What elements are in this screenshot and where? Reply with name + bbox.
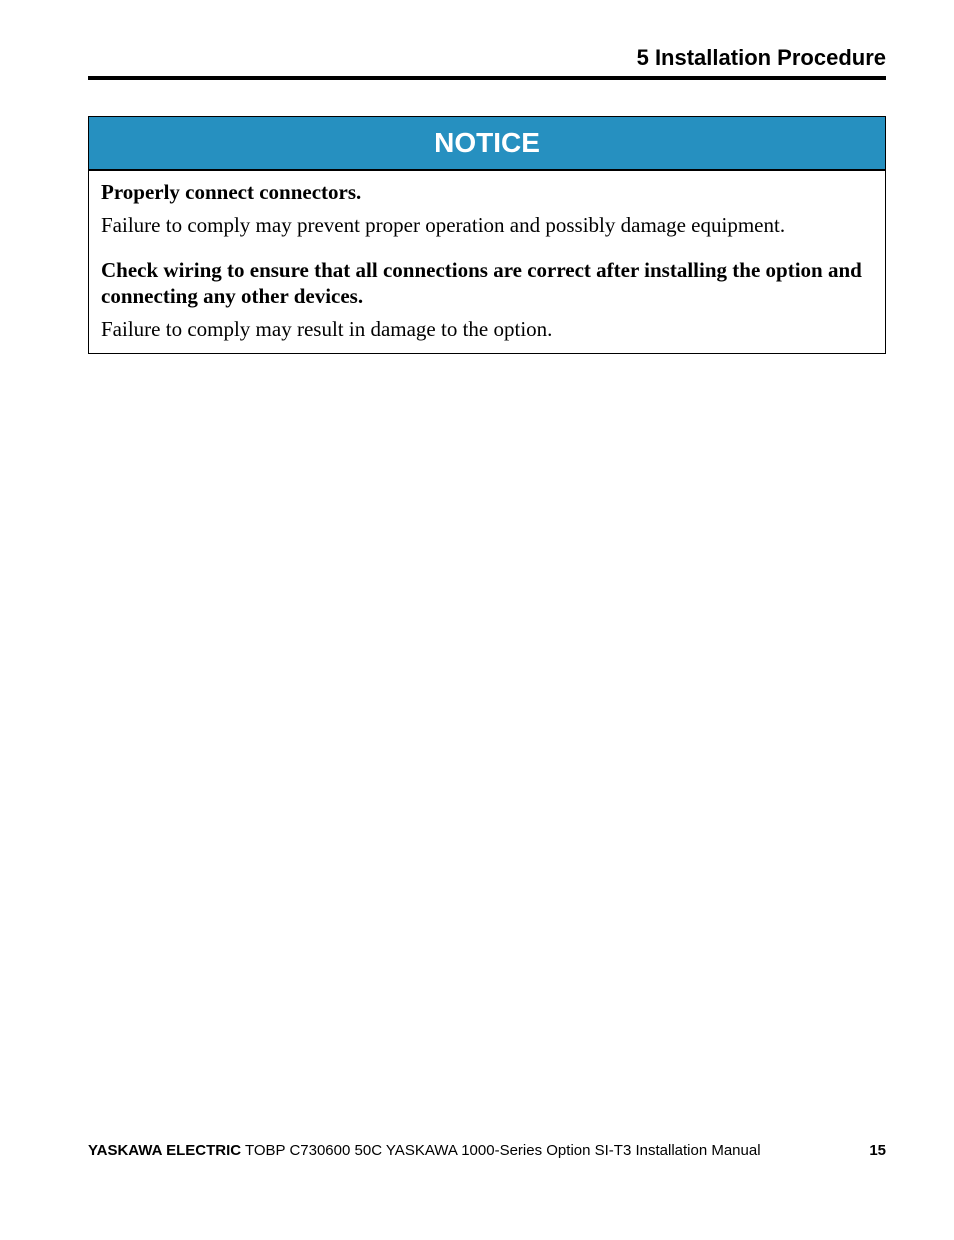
footer-document-info (88, 1141, 761, 1161)
notice-item (101, 179, 873, 238)
footer-document-title: TOBP C730600 50C YASKAWA 1000-Series Option SI-T3 Installation Manual (244, 1142, 761, 1159)
page-number: 15 (869, 1142, 886, 1159)
footer-brand: YASKAWA ELECTRIC (88, 1142, 242, 1159)
notice-item-text: Failure to comply may prevent proper operation and possibly damage equipment. (101, 213, 786, 237)
notice-box (88, 116, 886, 354)
notice-item-text: Failure to comply may result in damage to the option. (101, 317, 553, 341)
notice-banner: NOTICE (89, 117, 885, 171)
notice-body (89, 171, 885, 342)
notice-item-heading: Check wiring to ensure that all connections are correct after installing the option and connecting any other devices. (101, 258, 862, 308)
notice-item (101, 257, 873, 342)
section-header: 5 Installation Procedure (636, 45, 886, 70)
notice-item-heading: Properly connect connectors. (101, 180, 362, 204)
page-footer (88, 1141, 886, 1161)
header-rule (88, 76, 886, 80)
